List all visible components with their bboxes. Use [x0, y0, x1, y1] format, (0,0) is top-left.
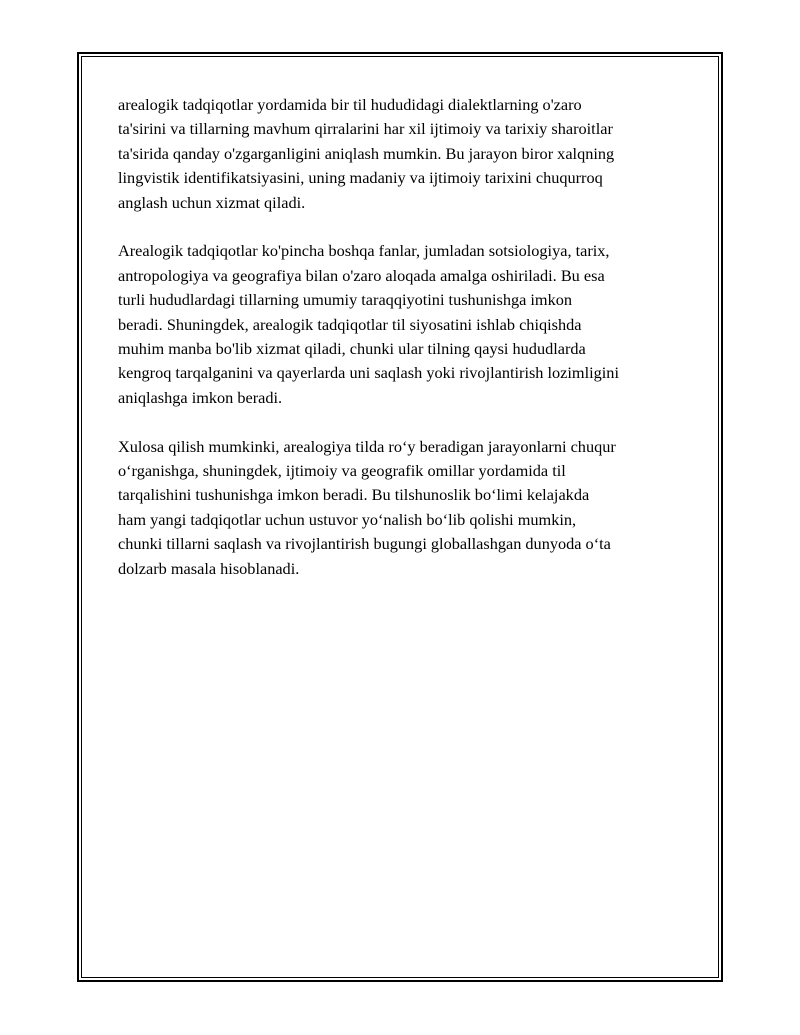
paragraph-3: Xulosa qilish mumkinki, arealogiya tilda roʻy beradigan jarayonlarni chuqur oʻrganishga, shuningdek, ijtimoiy va geografik omillar yordamida til tarqalishini tushunishga imkon beradi. Bu tilshunoslik boʻlimi kelajakda ham yangi tadqiqotlar uchun ustuvor yoʻnalish boʻlib qolishi mumkin, chunki tillarni saqlash va rivojlantirish bugungi globallashgan dunyoda oʻta dolzarb masala hisoblanadi.	[118, 436, 616, 578]
document-body	[118, 93, 718, 605]
paragraph-1: arealogik tadqiqotlar yordamida bir til hududidagi dialektlarning o'zaro ta'sirini va tillarning mavhum qirralarini har xil ijtimoiy va tarixiy sharoitlar ta'sirida qanday o'zgarganligini aniqlash mumkin. Bu jarayon biror xalqning lingvistik identifikatsiyasini, uning madaniy va ijtimoiy tarixini chuqurroq anglash uchun xizmat qiladi.	[118, 95, 615, 212]
paragraph-2: Arealogik tadqiqotlar ko'pincha boshqa fanlar, jumladan sotsiologiya, tarix, antropologiya va geografiya bilan o'zaro aloqada amalga oshiriladi. Bu esa turli hududlardagi tillarning umumiy taraqqiyotini tushunishga imkon beradi. Shuningdek, arealogik tadqiqotlar til siyosatini ishlab chiqishda muhim manba bo'lib xizmat qiladi, chunki ular tilning qaysi hududlarda kengroq tarqalganini va qayerlarda uni saqlash yoki rivojlantirish lozimligini aniqlashga imkon beradi.	[118, 241, 619, 407]
